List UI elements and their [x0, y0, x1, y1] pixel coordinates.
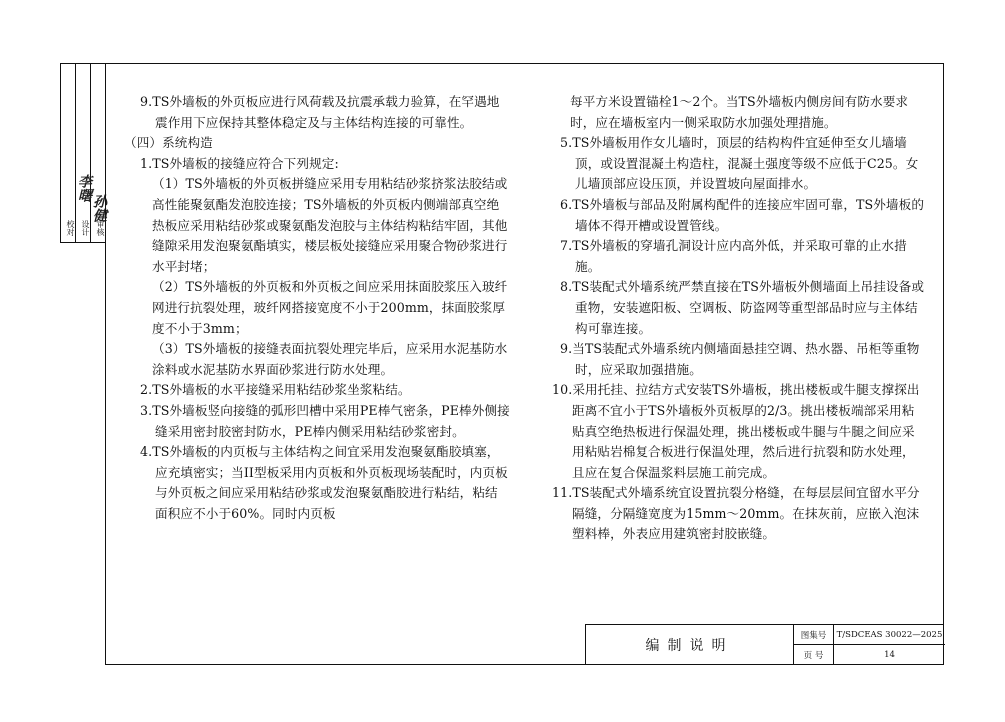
clause-8: 8.TS装配式外墙系统严禁直接在TS外墙板外侧墙面上吊挂设备或重物，安装遮阳板、空调板、防盗网等重型部品时应与主体结构可靠连接。 [560, 279, 925, 336]
sig-label-check: 校对 [66, 220, 75, 236]
sig-label-design: 设计 [81, 220, 90, 236]
clause-10: 10.采用托挂、拉结方式安装TS外墙板，挑出楼板或牛腿支撑探出距离不宜小于TS外墙板外页板厚的2/3。挑出楼板端部采用粘贴真空绝热板进行保温处理，挑出楼板或牛腿与牛腿之间应采用粘贴岩棉复合板进行保温处理，然后进行抗裂和防水处理，且应在复合保温浆料层施工前完成。 [552, 382, 920, 480]
clause-9: 9.TS外墙板的外页板应进行风荷载及抗震承载力验算，在罕遇地震作用下应保持其整体稳定及与主体结构连接的可靠性。 [140, 94, 500, 130]
atlas-number-value: T/SDCEAS 30022—2025 [834, 625, 945, 645]
clause-5: 5.TS外墙板用作女儿墙时，顶层的结构构件宜延伸至女儿墙墙顶，或设置混凝土构造柱，混凝土强度等级不应低于C25。女儿墙顶部应设压顶，并设置坡向屋面排水。 [560, 135, 919, 192]
clause-1-3: （3）TS外墙板的接缝表面抗裂处理完毕后，应采用水泥基防水涂料或水泥基防水界面砂浆进行防水处理。 [152, 341, 508, 377]
clause-4: 4.TS外墙板的内页板与主体结构之间宜采用发泡聚氨酯胶填塞，应充填密实；当II型板采用内页板和外页板现场装配时，内页板与外页板之间应采用粘结砂浆或发泡聚氨酯胶进行粘结，粘结面积应不小于60%。同时内页板 [140, 444, 508, 521]
page-number-label: 页 号 [794, 645, 834, 665]
right-text-column [552, 92, 925, 545]
sig-column-review [61, 64, 76, 242]
page-number-value: 14 [884, 650, 895, 660]
clause-3: 3.TS外墙板竖向接缝的弧形凹槽中采用PE棒气密条，PE棒外侧接缝采用密封胶密封防水，PE棒内侧采用粘结砂浆密封。 [140, 402, 510, 439]
clause-7: 7.TS外墙板的穿墙孔洞设计应内高外低，并采取可靠的止水措施。 [560, 238, 907, 274]
clause-4-continued: 每平方米设置锚栓1～2个。当TS外墙板内侧房间有防水要求时，应在墙板室内一侧采取防水加强处理措施。 [570, 94, 909, 130]
clause-1-1: （1）TS外墙板的外页板拼缝应采用专用粘结砂浆挤浆法胶结或高性能聚氨酯发泡胶连接；TS外墙板的外页板内侧端部真空绝热板应采用粘结砂浆或聚氨酯发泡胶与主体结构粘结牢固，其他缝隙采用发泡聚氨酯填实，楼层板处接缝应采用聚合物砂浆进行水平封堵； [152, 176, 508, 274]
signature-1: 李曙 [76, 174, 92, 202]
clause-9-right: 9.当TS装配式外墙系统内侧墙面悬挂空调、热水器、吊柜等重物时，应采取加强措施。 [560, 341, 920, 377]
left-text-column [124, 92, 510, 524]
clause-2: 2.TS外墙板的水平接缝采用粘结砂浆坐浆粘结。 [140, 382, 411, 398]
clause-1: 1.TS外墙板的接缝应符合下列规定: [140, 155, 339, 171]
clause-6: 6.TS外墙板与部品及附属构配件的连接应牢固可靠，TS外墙板的墙体不得开槽或设置管线。 [560, 196, 925, 233]
sig-label-audit: 审核 [96, 220, 105, 236]
drawing-title: 编制说明 [586, 625, 794, 665]
clause-11: 11.TS装配式外墙系统宜设置抗裂分格缝，在每层层间宜留水平分隔缝，分隔缝宽度为15mm～20mm。在抹灰前，应嵌入泡沫塑料棒，外表应用建筑密封胶嵌缝。 [552, 485, 920, 542]
section-heading: （四）系统构造 [124, 135, 213, 151]
title-block [585, 624, 944, 665]
atlas-number-label: 图集号 [794, 625, 834, 645]
clause-1-2: （2）TS外墙板的外页板和外页板之间应采用抹面胶浆压入玻纤网进行抗裂处理，玻纤网搭接宽度不小于200mm，抹面胶浆厚度不小于3mm； [152, 279, 508, 336]
signature-strip [60, 63, 105, 243]
signature-2: 孙健 [91, 194, 107, 222]
